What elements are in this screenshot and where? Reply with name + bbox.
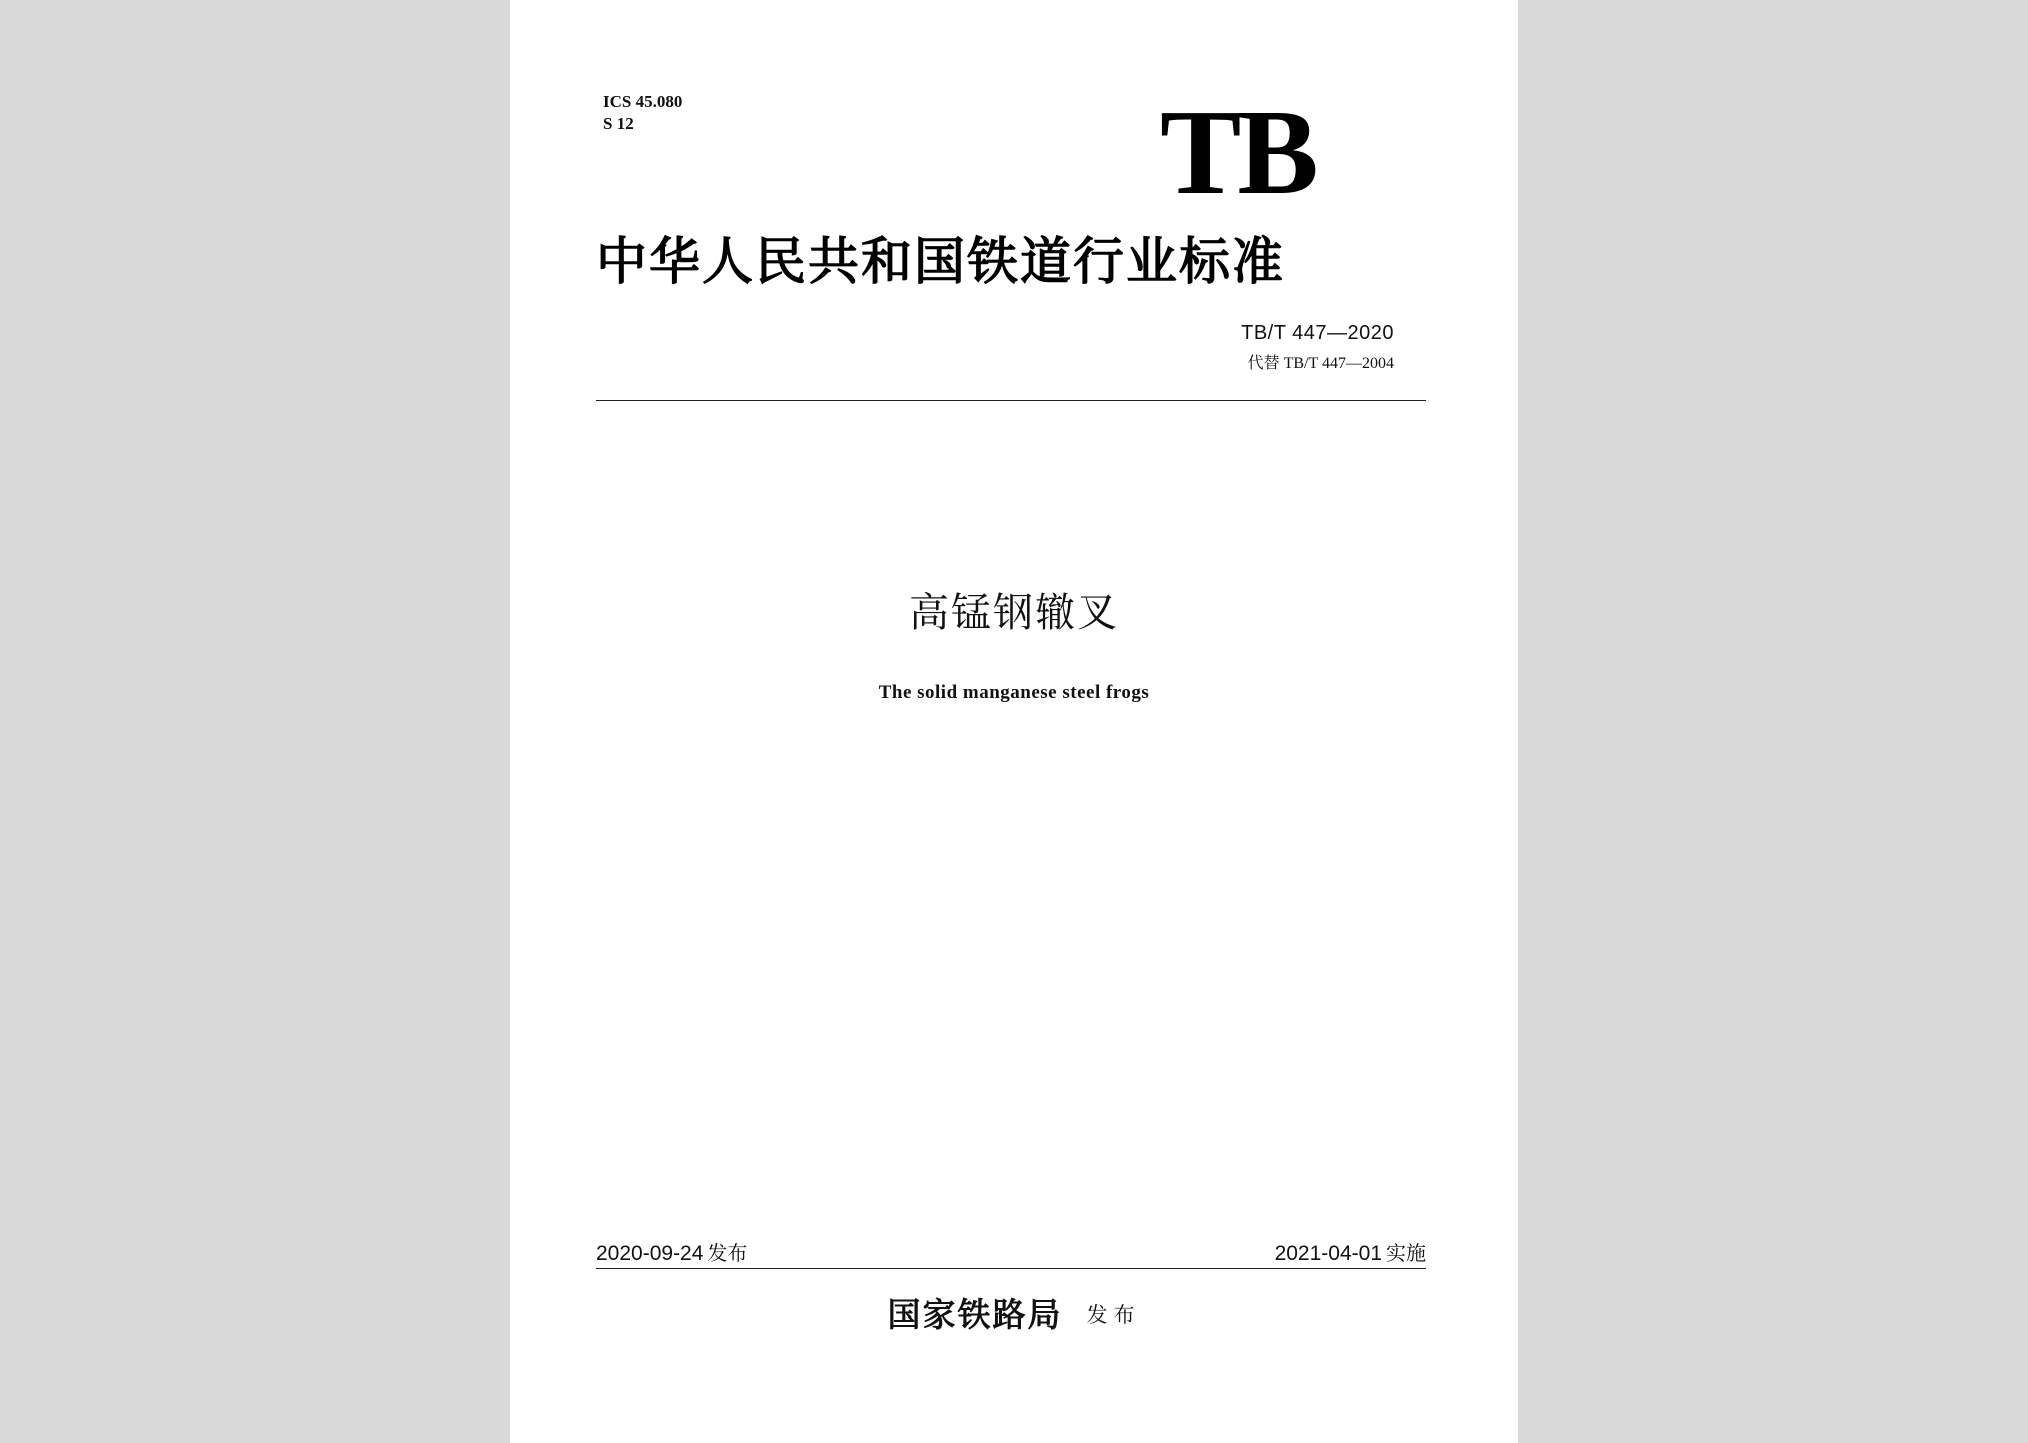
- document-title-chinese: 高锰钢辙叉: [909, 590, 1119, 636]
- publisher-action: 发布: [1086, 1303, 1141, 1327]
- publisher-organization: 国家铁路局: [887, 1295, 1063, 1334]
- ics-code: ICS 45.080: [603, 92, 683, 111]
- footer-divider: [596, 1268, 1426, 1269]
- replaces-standard: 代替 TB/T 447—2004: [1247, 355, 1394, 372]
- effective-date: 2021-04-01: [1274, 1242, 1382, 1265]
- effective-date-line: [1275, 1240, 1426, 1267]
- effective-label: 实施: [1386, 1241, 1426, 1265]
- publisher-line: [510, 1294, 1518, 1336]
- standard-number: TB/T 447—2020: [1241, 322, 1394, 344]
- document-page: [510, 0, 1518, 1443]
- release-date-line: [596, 1240, 747, 1267]
- release-label: 发布: [707, 1241, 748, 1265]
- release-date: 2020-09-24: [596, 1242, 704, 1265]
- document-title-english: The solid manganese steel frogs: [878, 682, 1150, 703]
- classification-code: S 12: [603, 114, 634, 133]
- tb-logo: TB: [1160, 85, 1315, 220]
- header-divider: [596, 400, 1426, 401]
- standard-type-heading: 中华人民共和国铁道行业标准: [596, 232, 1286, 292]
